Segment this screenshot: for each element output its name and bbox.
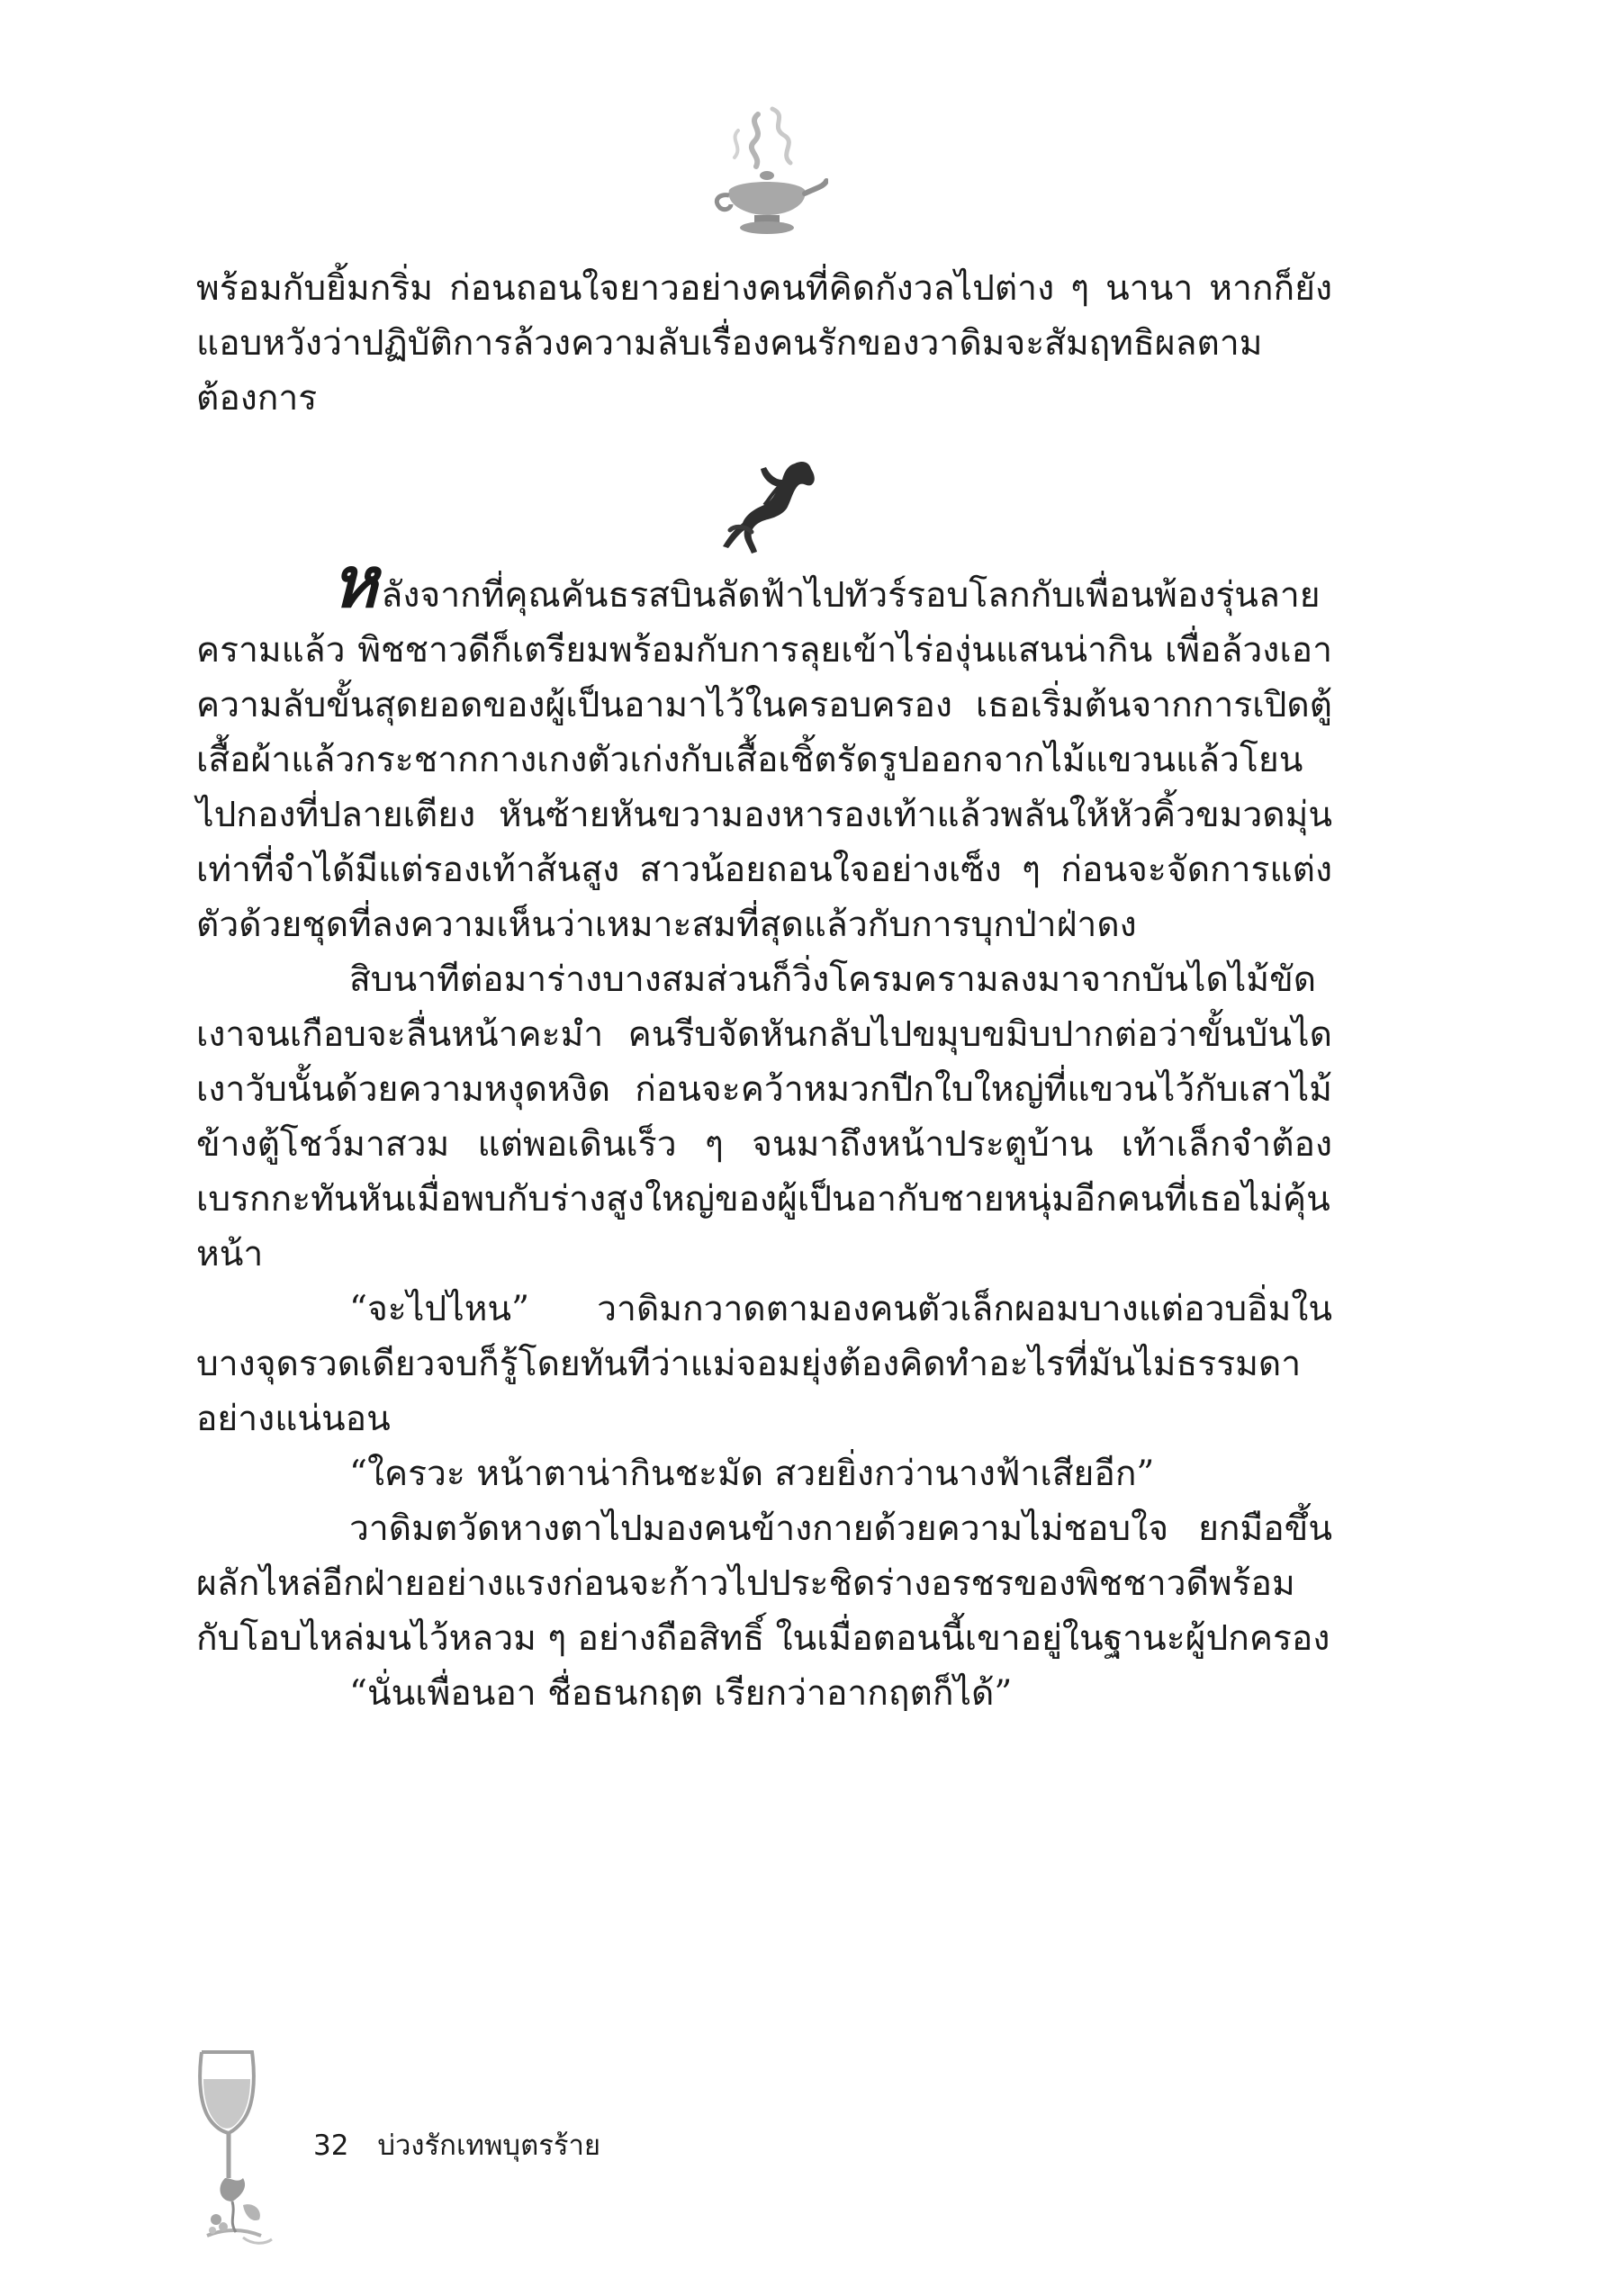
book-title: บ่วงรักเทพบุตรร้าย: [377, 2129, 601, 2162]
paragraph: วาดิมตวัดหางตาไปมองคนข้างกายด้วยความไม่ชอบใจ ยกมือขึ้นผลักไหล่อีกฝ่ายอย่างแรงก่อนจะก้าวไปประชิดร่างอรชรของพิชชาวดีพร้อมกับโอบไหล่มนไว้หลวม ๆ อย่างถือสิทธิ์ ในเมื่อตอนนี้เขาอยู่ในฐานะผู้ปกครอง: [196, 1508, 1332, 1659]
paragraph: สิบนาทีต่อมาร่างบางสมส่วนก็วิ่งโครมครามลงมาจากบันไดไม้ขัดเงาจนเกือบจะลื่นหน้าคะมำ คนรีบจัดหันกลับไปขมุบขมิบปากต่อว่าขั้นบันไดเงาวับนั้นด้วยความหงุดหงิด ก่อนจะคว้าหมวกปีกใบใหญ่ที่แขวนไว้กับเสาไม้ข้างตู้โชว์มาสวม แต่พอเดินเร็ว ๆ จนมาถึงหน้าประตูบ้าน เท้าเล็กจำต้องเบรกกะทันหันเมื่อพบกับร่างสูงใหญ่ของผู้เป็นอากับชายหนุ่มอีกคนที่เธอไม่คุ้นหน้า: [196, 959, 1332, 1274]
drop-cap: ห: [331, 542, 378, 624]
opening-paragraph-block: [196, 261, 1332, 426]
paragraph: “จะไปไหน” วาดิมกวาดตามองคนตัวเล็กผอมบางแต่อวบอิ่มในบางจุดรวดเดียวจบก็รู้โดยทันทีว่าแม่จอมยุ่งต้องคิดทำอะไรที่มันไม่ธรรมดาอย่างแน่นอน: [196, 1289, 1332, 1439]
first-paragraph: [196, 542, 1332, 952]
wine-glass-icon: [189, 2043, 288, 2259]
lamp-icon: [702, 104, 828, 239]
page-footer: [313, 2122, 600, 2167]
paragraph: “นั่นเพื่อนอา ชื่อธนกฤต เรียกว่าอากฤตก็ได้”: [349, 1673, 1013, 1714]
paragraph: “ใครวะ หน้าตาน่ากินชะมัด สวยยิ่งกว่านางฟ้าเสียอีก”: [349, 1454, 1155, 1494]
chapter-text-block: [196, 542, 1332, 1721]
opening-paragraph: พร้อมกับยิ้มกริ่ม ก่อนถอนใจยาวอย่างคนที่คิดกังวลไปต่าง ๆ นานา หากก็ยังแอบหวังว่าปฏิบัติการล้วงความลับเรื่องคนรักของวาดิมจะสัมฤทธิผลตามต้องการ: [196, 268, 1332, 419]
page-number: 32: [313, 2129, 349, 2162]
first-paragraph-text: ลังจากที่คุณคันธรสบินลัดฟ้าไปทัวร์รอบโลกกับเพื่อนพ้องรุ่นลายครามแล้ว พิชชาวดีก็เตรียมพร้อมกับการลุยเข้าไร่องุ่นแสนน่ากิน เพื่อล้วงเอาความลับขั้นสุดยอดของผู้เป็นอามาไว้ในครอบครอง เธอเริ่มต้นจากการเปิดตู้เสื้อผ้าแล้วกระชากกางเกงตัวเก่งกับเสื้อเชิ้ตรัดรูปออกจากไม้แขวนแล้วโยนไปกองที่ปลายเตียง หันซ้ายหันขวามองหารองเท้าแล้วพลันให้หัวคิ้วขมวดมุ่น เท่าที่จำได้มีแต่รองเท้าส้นสูง สาวน้อยถอนใจอย่างเซ็ง ๆ ก่อนจะจัดการแต่งตัวด้วยชุดที่ลงความเห็นว่าเหมาะสมที่สุดแล้วกับการบุกป่าฝ่าดง: [196, 575, 1332, 945]
horse-icon: [716, 455, 833, 563]
